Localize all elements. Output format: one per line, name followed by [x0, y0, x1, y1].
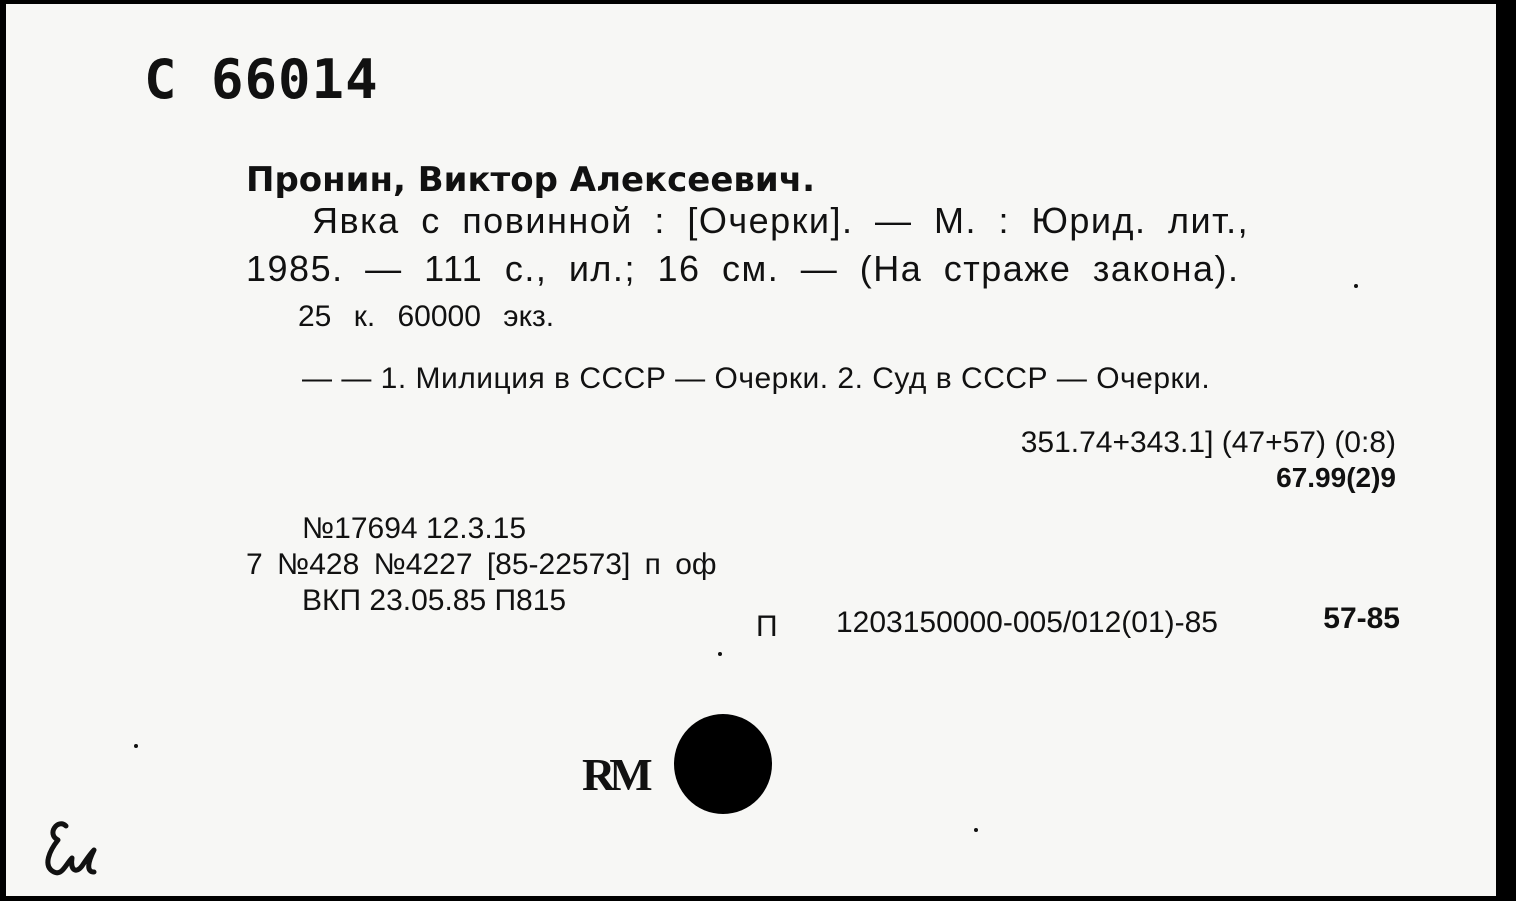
handwritten-signature	[36, 814, 116, 884]
speck	[134, 744, 138, 748]
black-dot-mark	[674, 714, 772, 814]
price-and-print-run: 25 к. 60000 экз.	[298, 300, 555, 333]
speck	[718, 652, 722, 656]
publisher-code-prefix: П	[756, 610, 778, 643]
publisher-number: 57-85	[1323, 602, 1400, 635]
title-line-1: Явка с повинной : [Очерки]. — М. : Юрид. лит.,	[312, 200, 1250, 241]
catalog-card	[6, 4, 1516, 896]
publisher-code: 1203150000-005/012(01)-85	[836, 606, 1218, 639]
subject-headings: — — 1. Милиция в СССР — Очерки. 2. Суд в СССР — Очерки.	[302, 362, 1211, 395]
inventory-line-2: 7 №428 №4227 [85-22573] п оф	[246, 548, 717, 581]
title-line-2: 1985. — 111 с., ил.; 16 см. — (На страже закона).	[246, 248, 1240, 289]
speck	[974, 828, 978, 832]
bbk-classification: 67.99(2)9	[1276, 462, 1396, 493]
inventory-line-3: ВКП 23.05.85 П815	[302, 584, 567, 617]
udc-classification: 351.74+343.1] (47+57) (0:8)	[1020, 426, 1396, 459]
speck	[1354, 284, 1358, 288]
author-heading: Пронин, Виктор Алексеевич.	[246, 160, 815, 200]
inventory-line-1: №17694 12.3.15	[302, 512, 527, 545]
shelfmark: C 66014	[144, 48, 379, 111]
rm-stamp: RM	[582, 749, 647, 800]
